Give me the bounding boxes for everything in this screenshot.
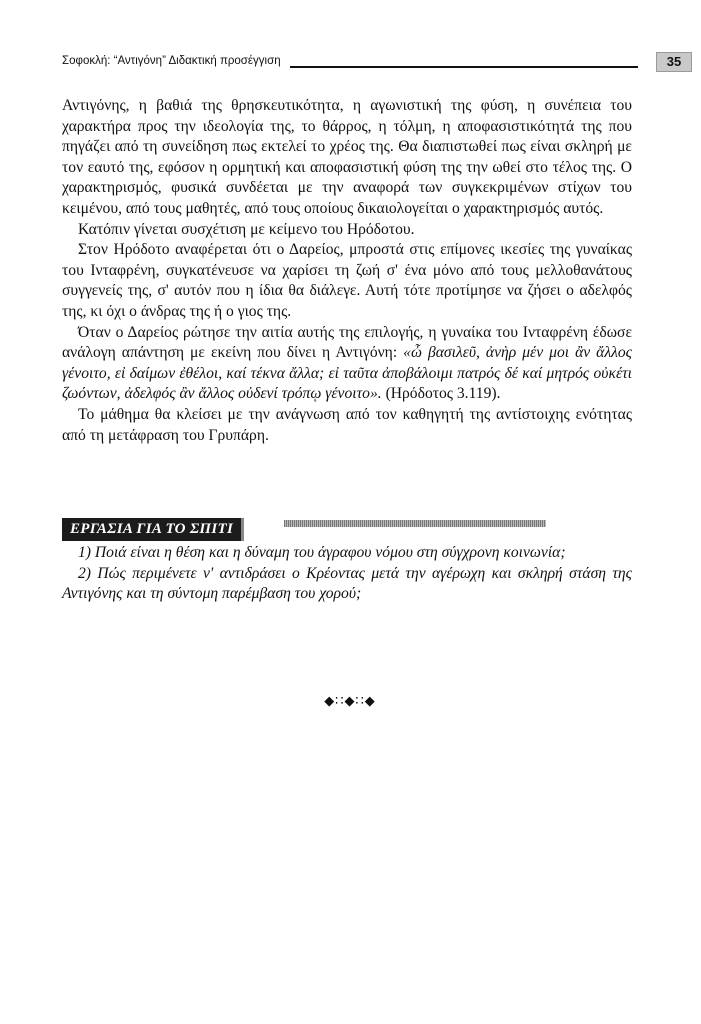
homework-heading xyxy=(62,518,244,542)
paragraph-text: Όταν ο Δαρείος ρώτησε την αιτία αυτής της επιλογής, η γυναίκα του Ινταφρένη έδωσε ανάλογη απάντηση με εκείνη που δίνει η Αντιγόνη: xyxy=(62,323,632,362)
running-header xyxy=(62,52,682,72)
homework-question: 2) Πώς περιμένετε ν' αντιδράσει ο Κρέοντας μετά την αγέρωχη και σκληρή στάση της Αντιγόνης και τη σύντομη παρέμβαση του χορού; xyxy=(62,564,632,603)
citation: (Ηρόδοτος 3.119). xyxy=(381,385,501,403)
paragraph xyxy=(62,323,632,405)
section-end-ornament: ◆∷◆∷◆ xyxy=(324,694,376,709)
paragraph: Κατόπιν γίνεται συσχέτιση με κείμενο του Ηρόδοτου. xyxy=(78,220,415,238)
heading-decorative-bar xyxy=(284,520,546,527)
paragraph: Αντιγόνης, η βαθιά της θρησκευτικότητα, η αγωνιστική της φύση, η συνέπεια του χαρακτήρα προς την ιδεολογία της, το θάρρος, η τόλμη, η αποφασιστικότητά της που πηγάζει από τη συνείδηση πως εκτελεί το χρέος της. Θα διαπιστωθεί πως είναι σκληρή με τον εαυτό της, εφόσον η ορμητική και αποφασιστική φύση της την ωθεί στο τέλος της. Ο χαρακτηρισμός, φυσικά συνδέεται με την αναφορά των συγκεκριμένων στίχων του κειμένου, από τους μαθητές, από τους οποίους δικαιολογείται ο χαρακτηρισμός αυτός. xyxy=(62,97,632,217)
herodotus-quote: «ὦ βασιλεῦ, ἀνὴρ μέν μοι ἂν ἄλλος γένοιτο, εἰ δαίμων ἐθέλοι, καί τέκνα ἄλλα; εἰ ταῦτα ἀποβάλοιμι πατρός δέ καί μητρός οὐκέτι ζωόντων, ἀδελφός ἂν ἄλλος οὐδενί τρόπῳ γένοιτο». xyxy=(62,344,633,403)
paragraph: Στον Ηρόδοτο αναφέρεται ότι ο Δαρείος, μπροστά στις επίμονες ικεσίες της γυναίκας του Ινταφρένη, συγκατένευσε να χαρίσει τη ζωή σ' ένα μόνο από τους μελλοθανάτους συγγενείς της, σ' αυτόν που η ίδια θα διάλεγε. Αυτή τότε προτίμησε να ζήσει ο αδελφός της, κι όχι ο άνδρας της ή ο γιος της. xyxy=(62,241,632,320)
homework-questions xyxy=(62,543,632,605)
homework-question: 1) Ποιά είναι η θέση και η δύναμη του άγραφου νόμου στη σύγχρονη κοινωνία; xyxy=(78,544,566,561)
header-title: Σοφοκλή: “Αντιγόνη” Διδακτική προσέγγιση xyxy=(62,55,285,67)
homework-title: ΕΡΓΑΣΙΑ ΓΙΑ ΤΟ ΣΠΙΤΙ xyxy=(62,518,244,541)
page-number: 35 xyxy=(656,52,692,72)
header-rule xyxy=(290,66,638,68)
paragraph: Το μάθημα θα κλείσει με την ανάγνωση από τον καθηγητή της αντίστοιχης ενότητας από τη μετάφραση του Γρυπάρη. xyxy=(62,405,632,444)
body-text xyxy=(62,96,632,446)
